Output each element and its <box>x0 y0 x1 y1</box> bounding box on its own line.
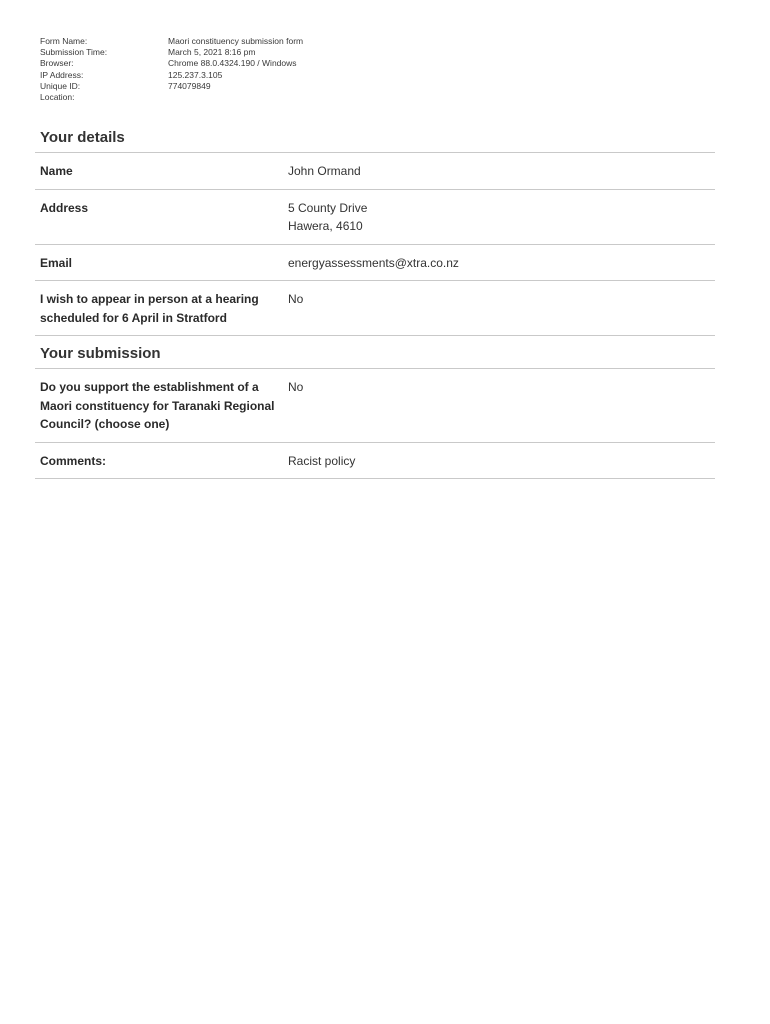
meta-label: Location: <box>40 91 75 102</box>
meta-row-form-name <box>40 36 468 47</box>
submission-rows <box>35 368 715 479</box>
field-row-email <box>35 245 715 282</box>
field-label: Address <box>40 200 89 215</box>
field-label: I wish to appear in person at a hearing scheduled for 6 April in Stratford <box>40 292 259 325</box>
meta-value: 774079849 <box>168 80 211 91</box>
field-value-line: No <box>288 292 304 306</box>
field-label: Do you support the establishment of a Maori constituency for Taranaki Regional Council? (choose one) <box>40 380 275 431</box>
field-value-line: 5 County Drive <box>288 200 368 215</box>
meta-label: Unique ID: <box>40 80 81 91</box>
field-value <box>288 378 715 434</box>
field-row-comments <box>35 443 715 480</box>
field-value <box>288 254 715 273</box>
section-title: Your details <box>40 129 125 146</box>
field-value-line: No <box>288 380 304 394</box>
meta-label: Browser: <box>40 58 74 69</box>
meta-label: Form Name: <box>40 36 88 46</box>
field-value-line: Hawera, 4610 <box>288 219 363 233</box>
field-value <box>288 199 715 236</box>
meta-row-ip-address <box>40 70 468 81</box>
meta-row-unique-id <box>40 81 468 92</box>
field-label: Comments: <box>40 453 107 468</box>
field-value <box>288 162 715 181</box>
field-value-line: John Ormand <box>288 164 361 178</box>
section-title: Your submission <box>40 345 161 362</box>
field-value-line: Racist policy <box>288 453 356 468</box>
meta-label: IP Address: <box>40 69 84 80</box>
field-label: Name <box>40 164 73 178</box>
details-rows <box>35 152 715 336</box>
meta-label: Submission Time: <box>40 47 108 58</box>
field-row-support <box>35 369 715 443</box>
submission-meta <box>40 36 468 103</box>
your-details-section <box>35 128 715 336</box>
field-row-hearing <box>35 281 715 336</box>
your-submission-section <box>35 344 715 479</box>
field-row-name <box>35 153 715 190</box>
meta-value: Chrome 88.0.4324.190 / Windows <box>168 58 297 69</box>
meta-value <box>168 92 468 103</box>
meta-value: Maori constituency submission form <box>168 36 304 46</box>
meta-row-submission-time <box>40 47 468 58</box>
field-value <box>288 452 715 471</box>
meta-value: March 5, 2021 8:16 pm <box>168 47 256 58</box>
field-row-address <box>35 190 715 245</box>
field-label: Email <box>40 255 73 270</box>
field-value <box>288 290 715 327</box>
meta-row-browser <box>40 58 468 69</box>
meta-row-location <box>40 92 468 103</box>
meta-value: 125.237.3.105 <box>168 69 223 80</box>
field-value-line: energyassessments@xtra.co.nz <box>288 255 459 270</box>
